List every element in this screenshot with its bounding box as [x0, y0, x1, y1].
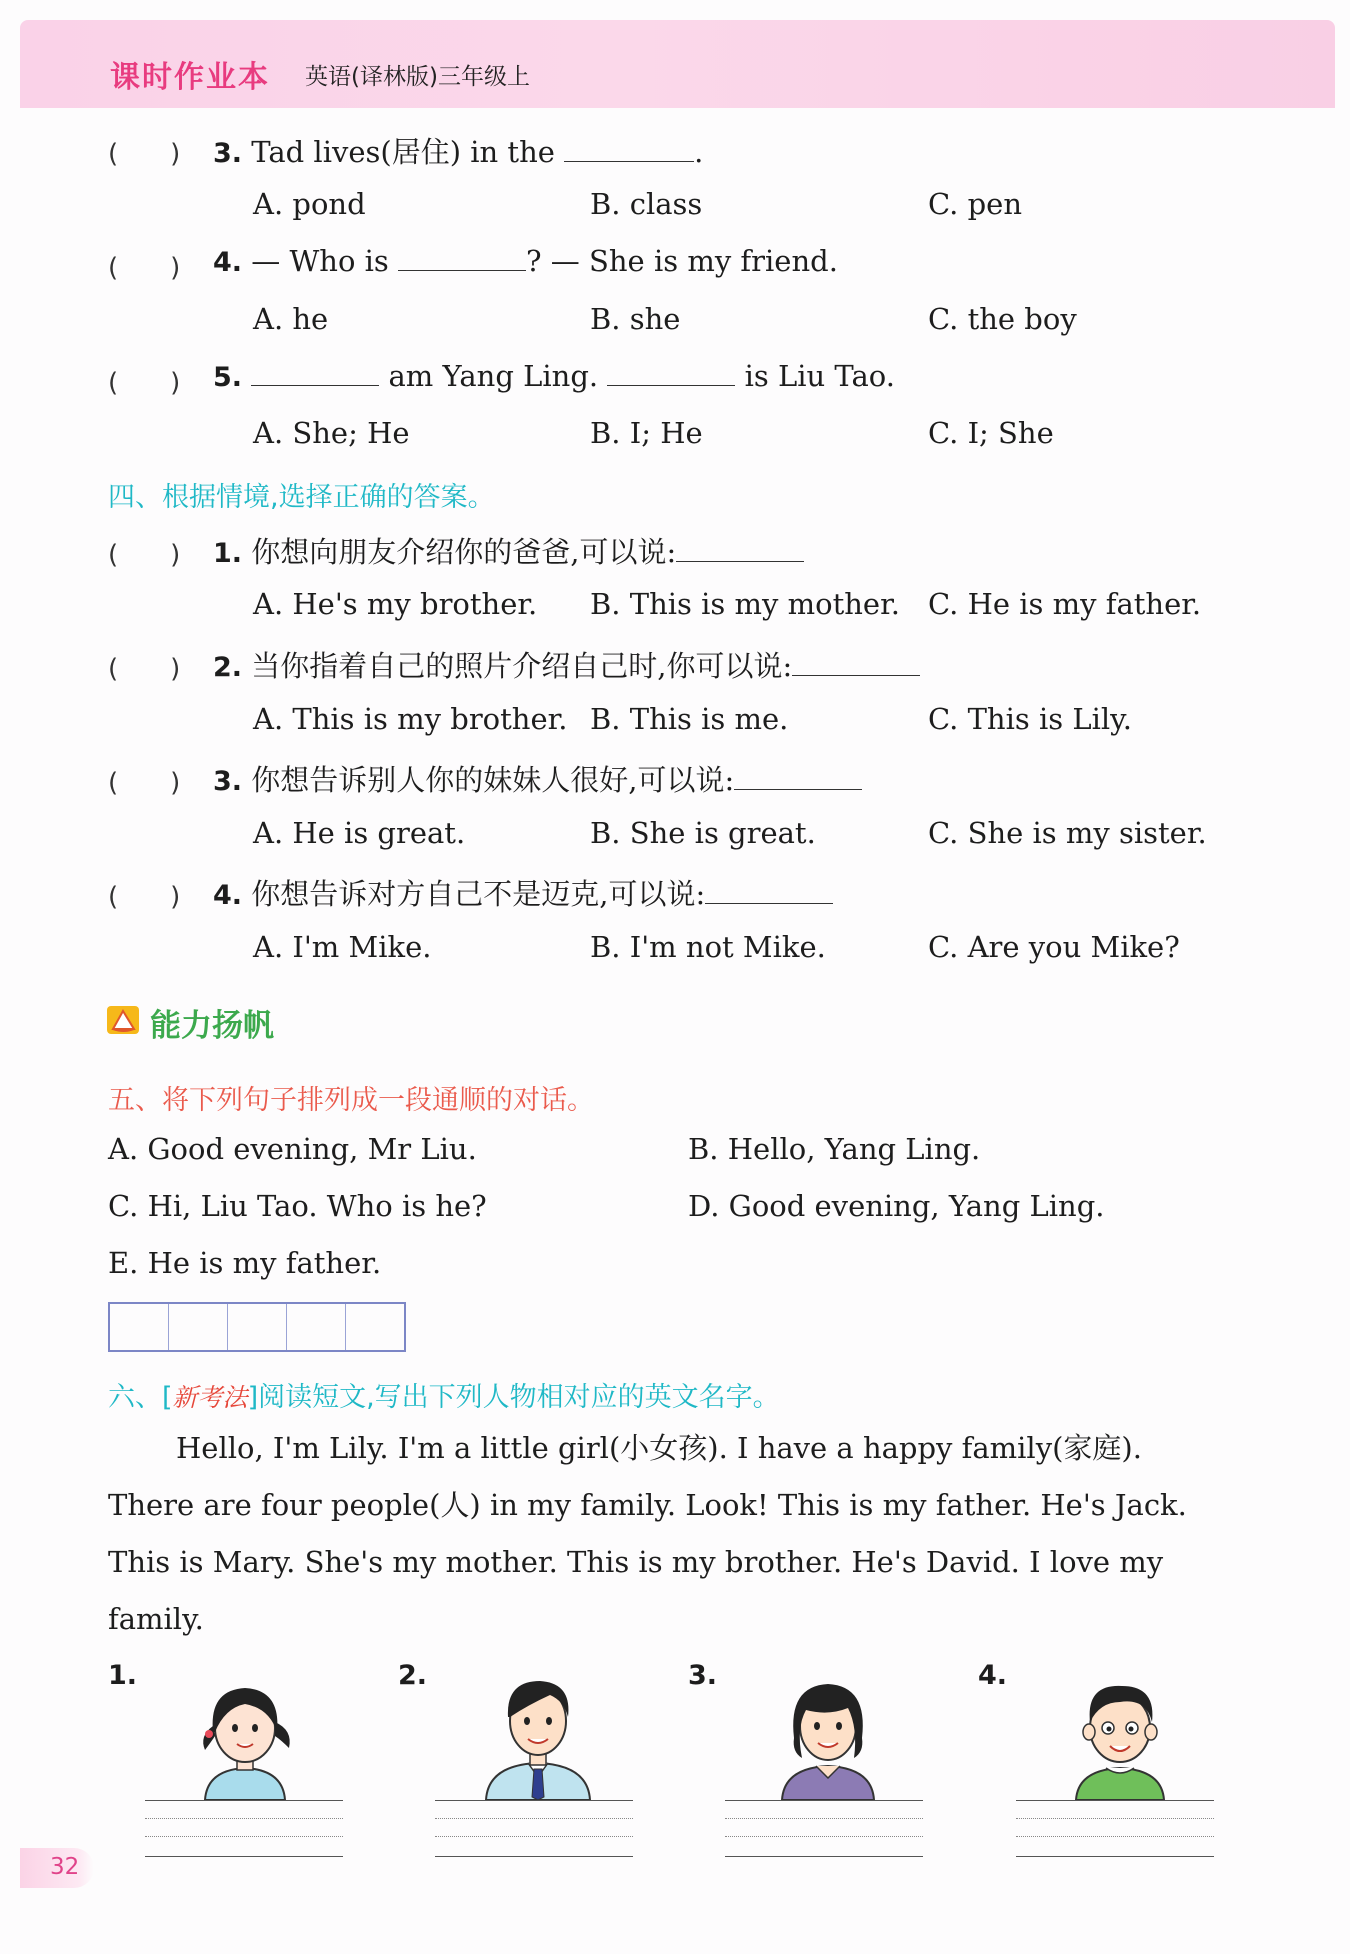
fill-blank[interactable] [676, 535, 804, 562]
writing-line[interactable] [435, 1836, 633, 1837]
option-c[interactable]: C. I; She [928, 416, 1054, 450]
book-title: 课时作业本 [110, 60, 270, 95]
writing-line[interactable] [435, 1800, 633, 1801]
sentence-c: C. Hi, Liu Tao. Who is he? [108, 1189, 487, 1223]
option-c[interactable]: C. the boy [928, 302, 1077, 336]
question-stem: 4. — Who is ? — She is my friend. [213, 244, 838, 278]
writing-line[interactable] [145, 1818, 343, 1819]
option-c[interactable]: C. He is my father. [928, 587, 1202, 621]
option-a[interactable]: A. he [253, 302, 329, 336]
section-4-title: 四、根据情境,选择正确的答案。 [108, 482, 495, 513]
picture-number: 1. [108, 1660, 138, 1691]
option-a[interactable]: A. This is my brother. [253, 702, 568, 736]
sentence-b: B. Hello, Yang Ling. [688, 1132, 981, 1166]
passage-line: There are four people(人) in my family. Look! This is my father. He's Jack. [108, 1488, 1187, 1522]
girl-illustration [185, 1670, 305, 1804]
option-a[interactable]: A. He's my brother. [253, 587, 538, 621]
book-subtitle: 英语(译林版)三年级上 [305, 64, 530, 90]
sentence-d: D. Good evening, Yang Ling. [688, 1189, 1105, 1223]
question-stem: 4. 你想告诉对方自己不是迈克,可以说: [213, 872, 833, 913]
option-b[interactable]: B. I; He [590, 416, 703, 450]
answer-paren[interactable]: ( ) [108, 768, 181, 798]
option-c[interactable]: C. Are you Mike? [928, 930, 1180, 964]
writing-line[interactable] [1016, 1800, 1214, 1801]
answer-paren[interactable]: ( ) [108, 139, 181, 169]
ability-icon [106, 1003, 142, 1041]
page-number-tab [20, 1848, 94, 1888]
fill-blank[interactable] [251, 359, 379, 386]
question-stem: 2. 当你指着自己的照片介绍自己时,你可以说: [213, 644, 920, 685]
page-number: 32 [50, 1854, 80, 1880]
passage-line: Hello, I'm Lily. I'm a little girl(小女孩). I have a happy family(家庭). [176, 1431, 1142, 1465]
passage-line: family. [108, 1602, 204, 1636]
option-a[interactable]: A. I'm Mike. [253, 930, 432, 964]
fill-blank[interactable] [705, 877, 833, 904]
option-b[interactable]: B. class [590, 187, 703, 221]
answer-paren[interactable]: ( ) [108, 540, 181, 570]
fill-blank[interactable] [398, 244, 526, 271]
writing-line[interactable] [145, 1856, 343, 1857]
option-b[interactable]: B. This is my mother. [590, 587, 900, 621]
writing-line[interactable] [435, 1818, 633, 1819]
writing-line[interactable] [725, 1836, 923, 1837]
picture-number: 4. [978, 1660, 1008, 1691]
writing-line[interactable] [435, 1856, 633, 1857]
picture-number: 3. [688, 1660, 718, 1691]
option-a[interactable]: A. She; He [253, 416, 410, 450]
section-5-title: 五、将下列句子排列成一段通顺的对话。 [108, 1085, 594, 1116]
order-answer-box [108, 1302, 406, 1352]
writing-line[interactable] [1016, 1818, 1214, 1819]
ability-title: 能力扬帆 [150, 1008, 274, 1044]
fill-blank[interactable] [607, 359, 735, 386]
option-b[interactable]: B. I'm not Mike. [590, 930, 826, 964]
father-illustration [478, 1665, 598, 1804]
option-b[interactable]: B. she [590, 302, 681, 336]
answer-paren[interactable]: ( ) [108, 654, 181, 684]
writing-line[interactable] [1016, 1856, 1214, 1857]
section-6-title: 六、[新考法]阅读短文,写出下列人物相对应的英文名字。 [108, 1382, 780, 1413]
writing-line[interactable] [145, 1800, 343, 1801]
order-slot[interactable] [169, 1304, 228, 1350]
order-slot[interactable] [228, 1304, 287, 1350]
option-c[interactable]: C. She is my sister. [928, 816, 1207, 850]
question-stem: 1. 你想向朋友介绍你的爸爸,可以说: [213, 530, 804, 571]
mother-illustration [768, 1668, 888, 1804]
fill-blank[interactable] [564, 135, 694, 162]
question-stem: 3. Tad lives(居住) in the . [213, 135, 704, 169]
option-a[interactable]: A. pond [253, 187, 366, 221]
order-slot[interactable] [287, 1304, 346, 1350]
new-method-tag: 新考法 [172, 1383, 248, 1412]
option-a[interactable]: A. He is great. [253, 816, 466, 850]
sentence-e: E. He is my father. [108, 1246, 382, 1280]
question-stem: 3. 你想告诉别人你的妹妹人很好,可以说: [213, 758, 862, 799]
option-b[interactable]: B. This is me. [590, 702, 789, 736]
brother-illustration [1060, 1668, 1180, 1804]
writing-line[interactable] [1016, 1836, 1214, 1837]
writing-line[interactable] [725, 1856, 923, 1857]
order-slot[interactable] [346, 1304, 404, 1350]
answer-paren[interactable]: ( ) [108, 253, 181, 283]
option-c[interactable]: C. pen [928, 187, 1022, 221]
fill-blank[interactable] [734, 763, 862, 790]
answer-paren[interactable]: ( ) [108, 882, 181, 912]
passage-line: This is Mary. She's my mother. This is my brother. He's David. I love my [108, 1545, 1164, 1579]
option-c[interactable]: C. This is Lily. [928, 702, 1132, 736]
writing-line[interactable] [145, 1836, 343, 1837]
picture-number: 2. [398, 1660, 428, 1691]
option-b[interactable]: B. She is great. [590, 816, 816, 850]
question-stem: 5. am Yang Ling. is Liu Tao. [213, 359, 895, 393]
fill-blank[interactable] [792, 649, 920, 676]
writing-line[interactable] [725, 1800, 923, 1801]
writing-line[interactable] [725, 1818, 923, 1819]
answer-paren[interactable]: ( ) [108, 368, 181, 398]
order-slot[interactable] [110, 1304, 169, 1350]
sentence-a: A. Good evening, Mr Liu. [108, 1132, 477, 1166]
